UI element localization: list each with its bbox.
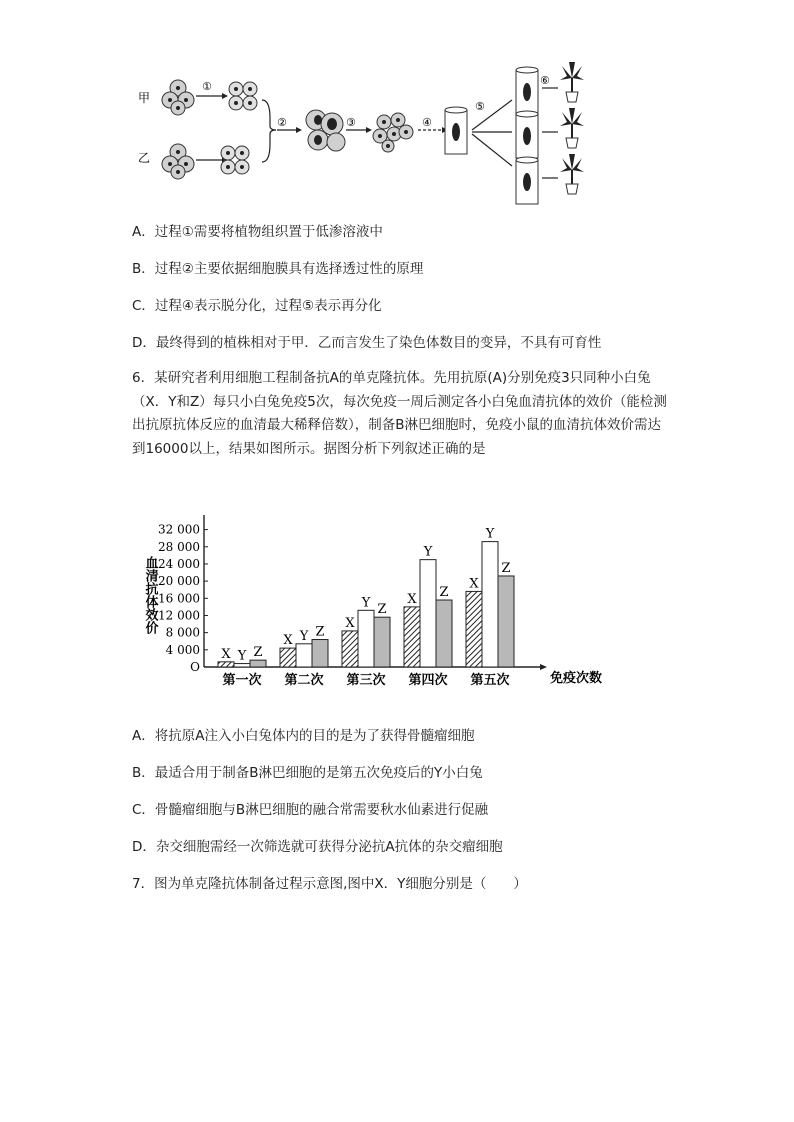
bar-y <box>234 664 250 667</box>
somatic-hybridization-diagram <box>130 60 600 210</box>
q5-option-a: A．过程①需要将植物组织置于低渗溶液中 <box>132 224 383 240</box>
callus-tube <box>445 107 467 154</box>
q6-option-d: D．杂交细胞需经一次筛选就可获得分泌抗A抗体的杂交瘤细胞 <box>132 839 503 855</box>
cell-cluster-yi <box>162 144 194 179</box>
bar-label-y: Y <box>485 526 495 542</box>
bar-label-x: X <box>469 576 479 592</box>
step-2-label: ② <box>277 116 287 129</box>
q7-stem: 7．图为单克隆抗体制备过程示意图,图中X．Y细胞分别是（ ） <box>132 876 527 892</box>
bar-x <box>280 648 296 667</box>
plant-2 <box>560 108 584 148</box>
bar-z <box>498 576 514 667</box>
y-tick-label: 12 000 <box>158 608 200 623</box>
category-label: 第五次 <box>470 673 510 688</box>
bar-x <box>218 662 234 667</box>
bar-z <box>374 617 390 667</box>
merge-brace <box>262 100 276 162</box>
seedling-tube-1 <box>516 67 538 114</box>
y-tick-label: 20 000 <box>158 574 200 589</box>
bar-x <box>466 591 482 667</box>
bar-z <box>436 600 452 667</box>
bar-z <box>250 660 266 667</box>
category-label: 第四次 <box>408 673 448 688</box>
q6-option-b: B．最适合用于制备B淋巴细胞的是第五次免疫后的Y小白兔 <box>132 765 483 781</box>
label-yi: 乙 <box>138 151 151 165</box>
step-4-label: ④ <box>422 116 432 129</box>
bar-label-z: Z <box>439 585 449 601</box>
q6-option-c: C．骨髓瘤细胞与B淋巴细胞的融合常需要秋水仙素进行促融 <box>132 802 489 818</box>
step-6-label: ⑥ <box>540 74 550 87</box>
bar-label-x: X <box>345 615 355 631</box>
q6-stem: 6．某研究者利用细胞工程制备抗A的单克隆抗体。先用抗原(A)分别免疫3只同种小白兔（X．Y和Z）每只小白兔免疫5次，每次免疫一周后测定各小白兔血清抗体的效价（能检测出抗原抗体反应的血清最大稀释倍数），制备B淋巴细胞时，免疫小鼠的血清抗体效价需达到16000以上，结果如图所示。据图分析下列叙述正确的是 <box>132 370 667 457</box>
cell-mass <box>373 113 413 152</box>
protoplasts-jia <box>229 82 257 110</box>
y-tick-label: 28 000 <box>158 539 200 554</box>
step-5-label: ⑤ <box>475 100 485 113</box>
bar-label-x: X <box>221 646 231 662</box>
plant-1 <box>560 62 584 102</box>
bar-label-x: X <box>407 591 417 607</box>
step-3-label: ③ <box>346 116 356 129</box>
plant-3 <box>560 154 584 194</box>
y-tick-label: 8 000 <box>165 625 200 640</box>
q6-option-a: A．将抗原A注入小白兔体内的目的是为了获得骨髓瘤细胞 <box>132 728 475 744</box>
x-axis-arrow <box>540 664 547 670</box>
category-label: 第三次 <box>346 673 386 688</box>
y-tick-label: O <box>190 660 200 674</box>
x-axis-label: 免疫次数 <box>550 671 603 686</box>
bar-z <box>312 640 328 667</box>
bar-label-y: Y <box>237 648 247 664</box>
bar-y <box>482 542 498 667</box>
seedling-tube-3 <box>516 157 538 204</box>
antibody-titer-chart <box>140 515 605 695</box>
bar-label-y: Y <box>361 595 371 611</box>
bar-label-y: Y <box>299 628 309 644</box>
step-1-label: ① <box>202 80 212 93</box>
bar-label-y: Y <box>423 544 433 560</box>
category-label: 第一次 <box>222 673 262 688</box>
y-tick-label: 24 000 <box>158 556 200 571</box>
cell-cluster-jia <box>162 80 194 115</box>
y-axis-label: 血清抗体效价 <box>142 556 158 634</box>
bar-label-z: Z <box>377 602 387 618</box>
bar-y <box>420 560 436 667</box>
bar-y <box>296 644 312 667</box>
fused-cells <box>306 110 345 151</box>
bar-x <box>342 631 358 667</box>
bar-label-z: Z <box>253 645 263 661</box>
y-tick-label: 32 000 <box>158 522 200 537</box>
bar-y <box>358 610 374 667</box>
q5-option-b: B．过程②主要依据细胞膜具有选择透过性的原理 <box>132 261 424 277</box>
y-tick-label: 16 000 <box>158 591 200 606</box>
category-label: 第二次 <box>284 673 324 688</box>
bar-label-x: X <box>283 633 293 649</box>
y-tick-label: 4 000 <box>165 642 200 657</box>
bar-x <box>404 607 420 667</box>
seedling-tube-2 <box>516 111 538 158</box>
label-jia: 甲 <box>138 91 151 105</box>
q5-option-d: D．最终得到的植株相对于甲．乙而言发生了染色体数目的变异，不具有可育性 <box>132 335 602 351</box>
bar-label-z: Z <box>501 560 511 576</box>
q5-option-c: C．过程④表示脱分化，过程⑤表示再分化 <box>132 298 382 314</box>
bar-label-z: Z <box>315 624 325 640</box>
